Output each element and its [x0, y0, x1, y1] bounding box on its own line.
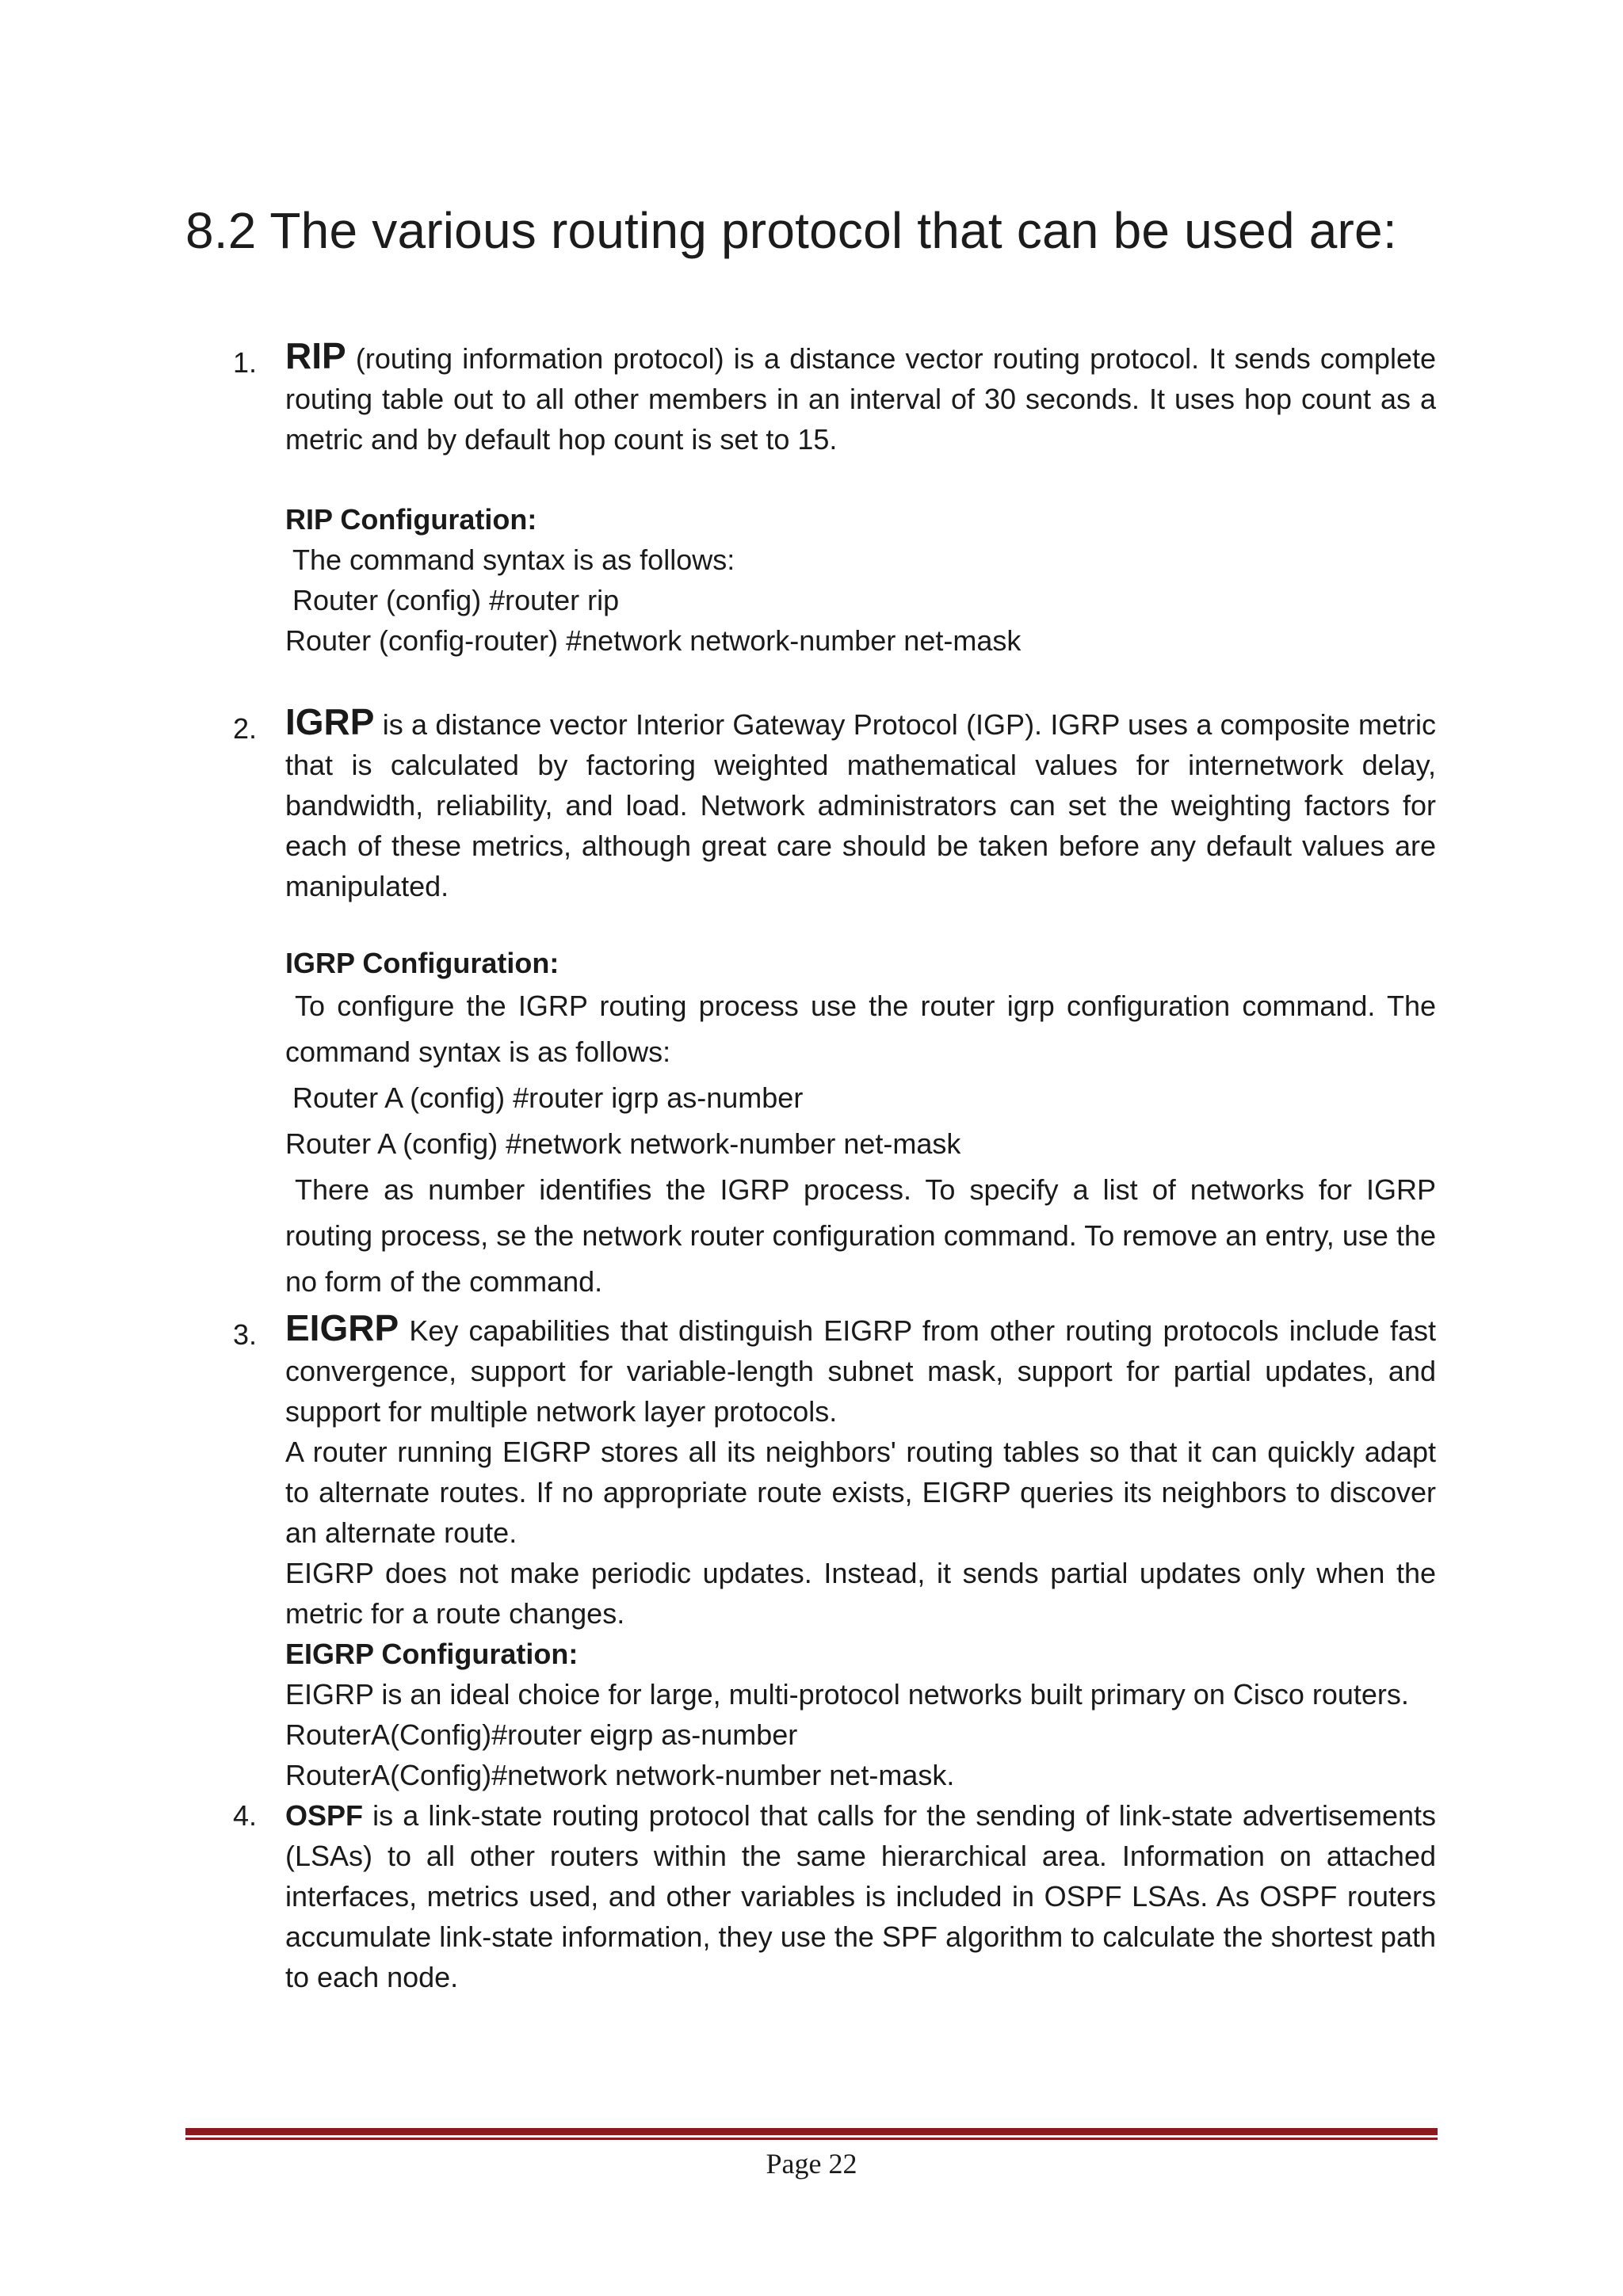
keyword-eigrp: EIGRP — [285, 1307, 399, 1348]
rip-config-line: Router (config) #router rip — [292, 584, 620, 616]
rip-config-title: RIP Configuration: — [285, 503, 537, 536]
igrp-config-line: Router A (config) #network network-number net-mask — [285, 1127, 961, 1160]
eigrp-config-line: RouterA(Config)#network network-number net-mask. — [285, 1759, 955, 1791]
eigrp-intro — [285, 1308, 1436, 1432]
section-heading: 8.2 The various routing protocol that can be used are: — [185, 202, 1397, 259]
list-number: 2. — [233, 712, 258, 745]
list-number: 1. — [233, 346, 258, 379]
eigrp-intro-text: Key capabilities that distinguish EIGRP from other routing protocols include fast convergence, support for variable-length subnet mask, support for partial updates, and support for multiple network layer protocols. — [285, 1314, 1436, 1428]
keyword-rip: RIP — [285, 335, 346, 376]
eigrp-para: A router running EIGRP stores all its neighbors' routing tables so that it can quickly adapt to alternate routes. If no appropriate route exists, EIGRP queries its neighbors to discover an alternate route. — [285, 1436, 1436, 1549]
keyword-ospf: OSPF — [285, 1799, 364, 1832]
page-number: Page 22 — [766, 2148, 857, 2180]
ospf-intro-text: is a link-state routing protocol that calls for the sending of link-state advertisements (LSAs) to all other routers within the same hierarchical area. Information on attached interfaces, metrics used, and other variables is included in OSPF LSAs. As OSPF routers accumulate link-state information, they use the SPF algorithm to calculate the shortest path to each node. — [285, 1799, 1436, 1993]
rip-config-line: Router (config-router) #network network-number net-mask — [285, 624, 1022, 657]
keyword-igrp: IGRP — [285, 701, 375, 742]
list-number: 3. — [233, 1318, 258, 1351]
footer-rule — [185, 2128, 1438, 2140]
eigrp-config-title: EIGRP Configuration: — [285, 1638, 579, 1670]
rip-config-line: The command syntax is as follows: — [292, 543, 735, 576]
igrp-intro-text: is a distance vector Interior Gateway Protocol (IGP). IGRP uses a composite metric that is calculated by factoring weighted mathematical values for internetwork delay, bandwidth, reliability, and load. Network administrators can set the weighting factors for each of these metrics, although great care should be taken before any default values are manipulated. — [285, 708, 1436, 902]
protocol-list — [233, 336, 1436, 1997]
eigrp-config-para: EIGRP is an ideal choice for large, multi-protocol networks built primary on Cisco routers. — [285, 1678, 1409, 1711]
igrp-config-para: To configure the IGRP routing process use the router igrp configuration command. The command syntax is as follows: — [285, 990, 1436, 1068]
footer-rule-thick — [185, 2128, 1438, 2135]
rip-intro — [285, 336, 1436, 460]
footer-rule-thin — [185, 2138, 1438, 2140]
igrp-config-title: IGRP Configuration: — [285, 947, 559, 979]
list-item-rip — [233, 336, 1436, 661]
igrp-config-note: There as number identifies the IGRP process. To specify a list of networks for IGRP routing process, se the network router configuration command. To remove an entry, use the no form of the command. — [285, 1173, 1436, 1298]
list-item-ospf — [233, 1795, 1436, 1997]
eigrp-config-line: RouterA(Config)#router eigrp as-number — [285, 1718, 798, 1751]
list-item-igrp — [233, 702, 1436, 1305]
igrp-intro — [285, 702, 1436, 906]
ospf-intro — [285, 1795, 1436, 1997]
list-number: 4. — [233, 1799, 258, 1832]
eigrp-para: EIGRP does not make periodic updates. Instead, it sends partial updates only when the metric for a route changes. — [285, 1557, 1436, 1630]
igrp-config-line: Router A (config) #router igrp as-number — [292, 1081, 804, 1114]
list-item-eigrp — [233, 1308, 1436, 1795]
rip-intro-text: (routing information protocol) is a distance vector routing protocol. It sends complete routing table out to all other members in an interval of 30 seconds. It uses hop count as a metric and by default hop count is set to 15. — [285, 342, 1436, 456]
